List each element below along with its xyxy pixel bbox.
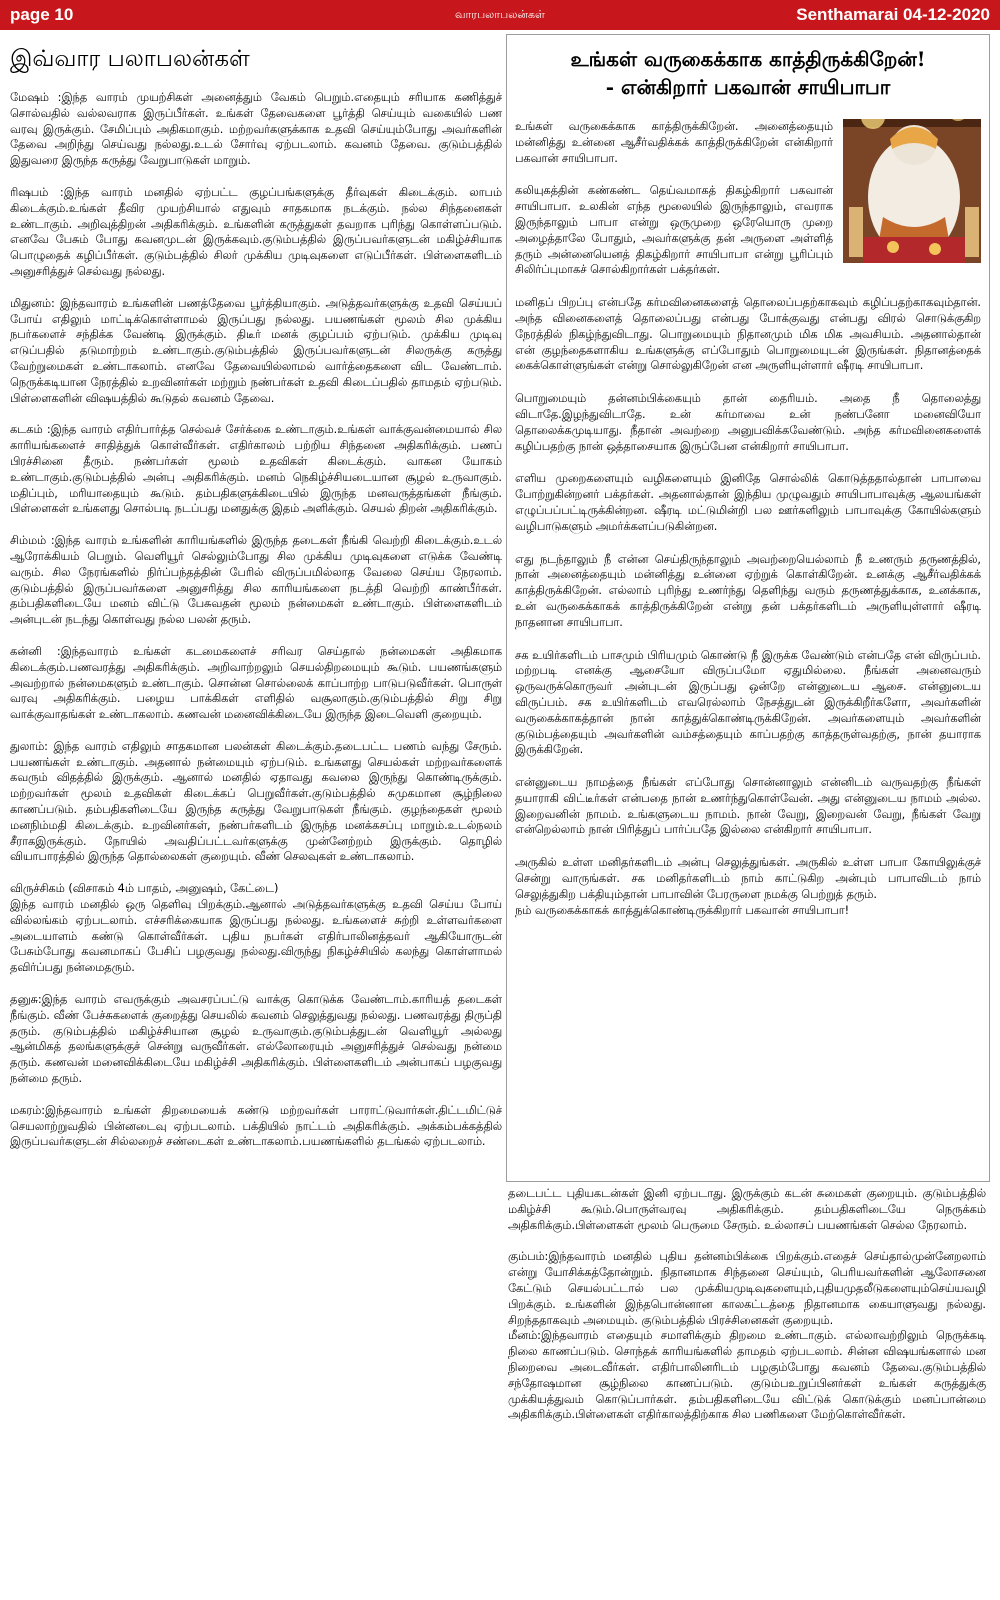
horoscope-mesham: மேஷம் :இந்த வாரம் முயற்சிகள் அனைத்தும் வேகம் பெறும்.எதையும் சரியாக கணித்துச் சொல்வதில் வல்லவராக இருப்பீர்கள். உங்கள் தேவைகளை பூர்த்தி செய்யும் வகையில் பண வரவு இருக்கும். சேமிப்பும் அதிகமாகும். மற்றவர்களுக்காக உதவி செய்யும்போது அவர்களின் தேவை அறிந்து செய்வது நல்லது.உடல் சோர்வு ஏற்படலாம். கவனம் தேவை. குடும்பத்தில் இதுவரை இருந்த கருத்து வேறுபாடுகள் மாறும். <box>10 91 502 168</box>
horoscope-magaram: மகரம்:இந்தவாரம் உங்கள் திறமையைக் கண்டு மற்றவர்கள் பாராட்டுவார்கள்.திட்டமிட்டுச் செயலாற்றுவதில் பின்னடைவு ஏற்படலாம். பக்தியில் நாட்டம் அதிகரிக்கும். அக்கம்பக்கத்தில் இருப்பவர்களுடன் சில்லறைச் சண்டைகள் உண்டாகலாம்.பயணங்களில் தடங்கல் ஏற்படலாம். <box>10 1103 502 1149</box>
publication-date: Senthamarai 04-12-2020 <box>796 5 990 24</box>
saibaba-article-box <box>506 34 990 1182</box>
saibaba-para-4: பொறுமையும் தன்னம்பிக்கையும் தான் தைரியம். அதை நீ தொலைத்து விடாதே.இழந்துவிடாதே. உன் கர்மாவை உன் நண்பனோ மனைவியோ தொலைக்கமுடியாது. நீதான் அவற்றை அனுபவிக்கவேண்டும். அந்த கர்மவினைகளைக் கழிப்பதற்கு நான் ஒத்தாசையாக இருப்பேன என்கிறார் சாயிபாபா. <box>515 392 981 453</box>
saibaba-para-5: எளிய முறைகளையும் வழிகளையும் இனிதே சொல்லிக் கொடுத்ததால்தான் பாபாவை போற்றுகின்றனர் பக்தர்கள். அதனால்தான் இந்திய முழுவதும் சாயிபாபாவுக்கு ஆலயங்கள் எழுப்பப்பட்டிருக்கின்றன. ஷீரடி மட்டுமின்றி பல ஊர்களிலும் பாபாவுக்கு கோயில்களும் வழிபாடுகளும் அமர்க்களப்படுகின்றன. <box>515 472 981 533</box>
saibaba-para-3: மனிதப் பிறப்பு என்பதே கர்மவினைகளைத் தொலைப்பதற்காகவும் கழிப்பதற்காகவும்தான். அந்த வினைகளைத் தொலைப்பது என்பது போக்குவது என்பது விரல் சொடுக்குகிற நேரத்தில் நிகழ்ந்துவிடாது. பொறுமையும் நிதானமும் மிக மிக அவசியம். அதனால்தான் என் குழந்தைகளாகிய உங்களுக்கு எப்போதும் பொறுமையுடன் இருங்கள். நிதானத்தைக் கைக்கொள்ளுங்கள் என்று சொல்லுகிறேன் என அருளியுள்ளார் ஷீரடி சாயிபாபா. <box>515 296 981 373</box>
saibaba-closing-line: நம் வருகைக்காகக் காத்துக்கொண்டிருக்கிறார் பகவான் சாயிபாபா! <box>515 903 850 917</box>
page-header <box>0 0 1000 30</box>
horoscope-magaram-continued: தடைபட்ட புதியகடன்கள் இனி ஏற்படாது. இருக்கும் கடன் சுமைகள் குறையும். குடும்பத்தில் மகிழ்ச்சி கூடும்.பொருள்வரவு அதிகரிக்கும். தம்பதிகளிடையே நெருக்கம் அதிகரிக்கும்.பிள்ளைகள் மூலம் பெருமை சேரும். உல்லாசப் பயணங்கள் செல்ல நேரலாம். <box>508 1187 986 1232</box>
horoscope-meenam: மீனம்:இந்தவாரம் எதையும் சமாளிக்கும் திறமை உண்டாகும். எல்லாவற்றிலும் நெருக்கடி நிலை காணப்படும். சொந்தக் காரியங்களில் தாமதம் ஏற்படலாம். சின்ன விஷயங்களால் மன நிறைவை அடைவீர்கள். எதிர்பாலினரிடம் பழகும்போது கவனம் தேவை.குடும்பத்தில் சந்தோஷமான சூழ்நிலை காணப்படும். குடும்பஉறுப்பினர்கள் உங்கள் கருத்துக்கு முக்கியத்துவம் கொடுப்பார்கள். தம்பதிகளிடையே விட்டுக் கொடுக்கும் மனப்பான்மை அதிகரிக்கும்.பிள்ளைகள் எதிர்காலத்திற்காக சில பணிகளை மேற்கொள்வீர்கள். <box>508 1329 986 1422</box>
horoscope-mithunam: மிதுனம்: இந்தவாரம் உங்களின் பணத்தேவை பூர்த்தியாகும். அடுத்தவர்களுக்கு உதவி செய்யப் போய் எதிலும் மாட்டிக்கொள்ளாமல் இருப்பது நல்லது. பயணங்கள் மூலம் சில முக்கிய நபர்களைச் சந்திக்க வேண்டி இருக்கும். திடீர் மனக் குழப்பம் ஏற்படும். முக்கிய முடிவு எடுப்பதில் தடுமாற்றம் உண்டாகும்.குடும்பத்தில் இருப்பவர்களுடன் சிலருக்கு கருத்து வேற்றுமைகள் உண்டாகலாம். எனவே தேவையில்லாமல் வார்த்தைகளை விட வேண்டாம். நெருக்கடியான நேரத்தில் உறவினர்கள் மற்றும் நண்பர்கள் உதவி கிடைப்பதில் தாமதம் ஏற்படும். பிள்ளைகளின் விஷயத்தில் கூடுதல் கவனம் தேவை. <box>10 296 502 405</box>
horoscope-viruchigam: விருச்சிகம் (விசாகம் 4ம் பாதம், அனுஷம், கேட்டை) இந்த வாரம் மனதில் ஒரு தெளிவு பிறக்கும்.ஆனால் அடுத்தவர்களுக்கு உதவி செய்ய போய் வில்லங்கம் ஏற்படலாம். எச்சரிக்கையாக இருப்பது நல்லது. உங்களைச் சுற்றி உள்ளவர்களை அடையாளம் கண்டு கொள்வீர்கள். புதிய நபர்கள் எதிர்பாலினத்தவர் ஆகியோருடன் பேசும்போது கவனமாகப் பேசிப் பழகுவது நல்லது.விருந்து நிகழ்ச்சியில் கலந்து கொள்ளாமல் தவிர்ப்பது நன்மைதரும். <box>10 882 502 975</box>
saibaba-para-8: என்னுடைய நாமத்தை நீங்கள் எப்போது சொன்னாலும் என்னிடம் வருவதற்கு நீங்கள் தயாராகி விட்டீர்கள் என்பதை நான் உணர்ந்துகொள்வேன். அது என்னுடைய நாமம் அல்ல. இறைவனின் நாமம். உங்களுடைய நாமம். நான் வேறு, இறைவன் வேறு, நீங்கள் வேறு என்றெல்லாம் நான் பிரித்துப் பார்ப்பதே இல்லை என்கிறார் சாயிபாபா. <box>515 776 981 837</box>
sai-baba-statue-icon <box>843 119 981 263</box>
saibaba-article-body <box>515 119 981 1179</box>
horoscope-kadagam: கடகம் :இந்த வாரம் எதிர்பார்த்த செல்வச் சேர்க்கை உண்டாகும்.உங்கள் வாக்குவன்மையால் சில காரியங்களைச் சாதித்துக் கொள்வீர்கள். எதிர்காலம் பற்றிய சிந்தனை அதிகரிக்கும். பணப் பிரச்சினை தீரும். நண்பர்கள் மூலம் உதவிகள் கிடைக்கும். வாகன யோகம் உண்டாகும்.குடும்பத்தில் அன்பு அதிகரிக்கும். மனம் நெகிழ்ச்சியடையான சூழல் உருவாகும். மதிப்பும், மரியாதையும் கூடும். தம்பதிகளுக்கிடையில் இருந்த மனவருத்தங்கள் நீங்கும். பிள்ளைகள் உங்களது சொல்படி நடப்பது மனதுக்கு இதம் அளிக்கும். செயல் திறன் அதிகரிக்கும். <box>10 423 502 516</box>
saibaba-para-2: கலியுகத்தின் கண்கண்ட தெய்வமாகத் திகழ்கிறார் பகவான் சாயிபாபா. உலகின் எந்த மூலையில் இருந்தாலும், எவராக இருந்தாலும் பாபா என்று ஒருமுறை ஒரேயொரு முறை அழைத்தாலே போதும், அவர்களுக்கு தன் அருளை அள்ளித் தரும் அன்னையெனத் திகழ்கிறார் சாயிபாபா என்று பூரிப்பும் சிலிர்ப்புமாகச் சொல்கிறார்கள் பக்தர்கள். <box>515 184 833 277</box>
horoscope-continued-column <box>508 1186 986 1598</box>
horoscope-kanni: கன்னி :இந்தவாரம் உங்கள் கடமைகளைச் சரிவர செய்தால் நன்மைகள் அதிகமாக கிடைக்கும்.பணவரத்து அதிகரிக்கும். அறிவாற்றலும் செயல்திறமையும் கூடும். பயணங்களும் அவற்றால் நன்மைகளும் உண்டாகும். சொன்ன சொல்லைக் காப்பாற்ற பாடுபடுவீர்கள். பொருள் வரவு அதிகரிக்கும். பழைய பாக்கிகள் எளிதில் வசூலாகும்.குடும்பத்தில் சிறு சிறு வாக்குவாதங்கள் உண்டாகலாம். கணவன் மனைவிக்கிடையே இருந்த இடைவெளி குறையும். <box>10 644 502 722</box>
saibaba-para-1: உங்கள் வருகைக்காக காத்திருக்கிறேன். அனைத்தையும் மன்னித்து உன்னை ஆசீர்வதிக்கக் காத்திருக்கிறேன் என்கிறார் பகவான் சாயிபாபா. <box>515 120 833 165</box>
section-title: வாரபலாபலன்கள் <box>455 8 545 21</box>
saibaba-article-title <box>507 45 989 101</box>
horoscope-thulam: துலாம்: இந்த வாரம் எதிலும் சாதகமான பலன்கள் கிடைக்கும்.தடைபட்ட பணம் வந்து சேரும். பயணங்கள் உண்டாகும். அதனால் நன்மையும் ஏற்படும். உங்களது செயல்கள் மற்றவர்களைக் கவரும் விதத்தில் இருக்கும். ஆனால் மனதில் ஏதாவது கவலை இருந்து கொண்டிருக்கும். மற்றவர்கள் மூலம் உதவிகள் கிடைக்கப் பெறுவீர்கள்.குடும்பத்தில் சுமுகமான சூழ்நிலை காணப்படும். தம்பதிகளிடையே இருந்த கருத்து வேறுபாடுகள் நீங்கும். குழந்தைகள் மூலம் மனநிம்மதி கிடைக்கும். உறவினர்கள், நண்பர்களிடம் இருந்த மனக்கசப்பு மாறும்.உடல்நலம் சீராகஇருக்கும். நோயில் அவதிப்பட்டவர்களுக்கு முன்னேற்றம் இருக்கும். தொழில் வியாபாரத்தில் இருந்த தொல்லைகள் குறையும். வீண் செலவுகள் உண்டாகலாம். <box>10 739 502 864</box>
horoscope-kumbam: கும்பம்:இந்தவாரம் மனதில் புதிய தன்னம்பிக்கை பிறக்கும்.எதைச் செய்தால்முன்னேறலாம் என்று யோசிக்கத்தோன்றும். நிதானமாக சிந்தனை செய்யும், பெரியவர்களின் ஆலோசனை கேட்டும் செயல்பட்டால் பல முக்கியமுடிவுகளையும்,புதியமுதலீடுகளையும்செய்யவழி பிறக்கும். உங்களின் இந்தபொன்னான காலகட்டத்தை நிதானமாக கையாளுவது நல்லது. சிறந்ததாகவும் அமையும். குடும்பத்தில் பிரச்சினைகள் குறையும். <box>508 1250 986 1327</box>
article-title: இவ்வார பலாபலன்கள் <box>10 46 250 72</box>
horoscope-dhanusu: தனுசு:இந்த வாரம் எவருக்கும் அவசரப்பட்டு வாக்கு கொடுக்க வேண்டாம்.காரியத் தடைகள் நீங்கும். வீண் பேச்சுகளைக் குறைத்து செயலில் கவனம் செலுத்துவது நல்லது. பணவரத்து திருப்தி தரும். குடும்பத்தில் மகிழ்ச்சியான சூழல் உருவாகும்.குடும்பத்துடன் வெளியூர் அல்லது ஆன்மிகத் தலங்களுக்குச் சென்று வருவீர்கள். எல்லோரையும் அனுசரித்துச் செல்வது நன்மை தரும். கணவன் மனைவிக்கிடையே மகிழ்ச்சி அதிகரிக்கும். பிள்ளைகளிடம் அன்பாகப் பழகுவது நன்மை தரும். <box>10 993 502 1086</box>
title-line-1: உங்கள் வருகைக்காக காத்திருக்கிறேன்! <box>570 47 926 71</box>
saibaba-para-6: எது நடந்தாலும் நீ என்ன செய்திருந்தாலும் அவற்றையெல்லாம் நீ உணரும் தருணத்தில், நான் அனைத்தையும் மன்னித்து உன்னை ஏற்றுக் கொள்கிறேன். உனக்கு ஆசீர்வதிக்கக் காத்திருக்கிறேன். எல்லாம் புரிந்து உணர்ந்து தெளிந்து வரும் தருணத்துக்காக, உனக்காக, உன் வருகைக்காகக் காத்திருக்கிறேன் என்று தன் பக்தர்களிடம் அருளியுள்ளார் ஷீரடி நாதனான சாயிபாபா. <box>515 552 981 629</box>
sai-baba-statue-photo <box>843 119 981 263</box>
horoscope-column <box>10 44 502 1594</box>
saibaba-para-7: சக உயிர்களிடம் பாசமும் பிரியமும் கொண்டு நீ இருக்க வேண்டும் என்பதே என் விருப்பம். மற்றபடி எனக்கு ஆசையோ விருப்பமோ ஏதுமில்லை. நீங்கள் அனைவரும் ஒருவருக்கொருவர் அன்புடன் இருப்பது ஒன்றே என்னுடைய ஆசை. என்னுடைய விருப்பம். சக உயிர்களிடம் எவரெல்லாம் நேசத்துடன் இருக்கிறீர்களோ, அவர்களின் வருகைக்காகத்தான் நான் காத்துக்கொண்டிருக்கிறேன். அவர்களையும் அவர்களின் குடும்பத்தையும் அவர்களின் வம்சத்தையும் காப்பதற்கு காத்தருள்வதற்கு, நான் தயாராக இருக்கிறேன். <box>515 648 981 757</box>
page-number: page 10 <box>10 5 74 24</box>
horoscope-rishabam: ரிஷபம் :இந்த வாரம் மனதில் ஏற்பட்ட குழப்பங்களுக்கு தீர்வுகள் கிடைக்கும். லாபம் கிடைக்கும்.உங்கள் தீவிர முயற்சியால் எதுவும் சாதகமாக நடக்கும். நல்ல சிந்தனைகள் உண்டாகும். அறிவுத்திறன் அதிகரிக்கும். உங்களின் கருத்துகள் தவறாக புரிந்து கொள்ளப்படும். எனவே பேசும் போது கவனமுடன் இருக்கவும்.குடும்பத்தில் இருப்பவர்களுடன் மகிழ்ச்சியாக பொழுதைக் கழிப்பீர்கள். குடும்பத்தில் சிலர் முக்கிய முடிவுகளை எடுப்பீர்கள். பிள்ளைகளிடம் அனுசரித்துச் செல்வது நல்லது. <box>10 185 502 278</box>
title-line-2: - என்கிறார் பகவான் சாயிபாபா <box>605 75 891 99</box>
saibaba-para-9: அருகில் உள்ள மனிதர்களிடம் அன்பு செலுத்துங்கள். அருகில் உள்ள பாபா கோயிலுக்குச் சென்று வாருங்கள். சக மனிதர்களிடம் நாம் காட்டுகிற அன்பும் பாபாவிடம் நாம் செலுத்துகிற பக்தியும்தான் பாபாவின் பேரருளை நமக்கு பெற்றுத் தரும். <box>515 856 981 901</box>
horoscope-simmam: சிம்மம் :இந்த வாரம் உங்களின் காரியங்களில் இருந்த தடைகள் நீங்கி வெற்றி கிடைக்கும்.உடல் ஆரோக்கியம் பெறும். வெளியூர் செல்லும்போது சில முக்கிய முடிவுகளை எடுக்க வேண்டி வரும். சில நேரங்களில் நிர்ப்பந்தத்தின் பேரில் விருப்பமில்லாத வேலை செய்ய நேரலாம். குடும்பத்தில் இருப்பவர்களை அனுசரித்து சில காரியங்களை நடத்தி வெற்றி காண்பீர்கள். தம்பதிகளிடையே மனம் விட்டு பேசுவதன் மூலம் நன்மைகள் உண்டாகும். பிள்ளைகளிடம் அன்புடன் நடந்து கொள்வது நல்ல பலன் தரும். <box>10 534 502 627</box>
